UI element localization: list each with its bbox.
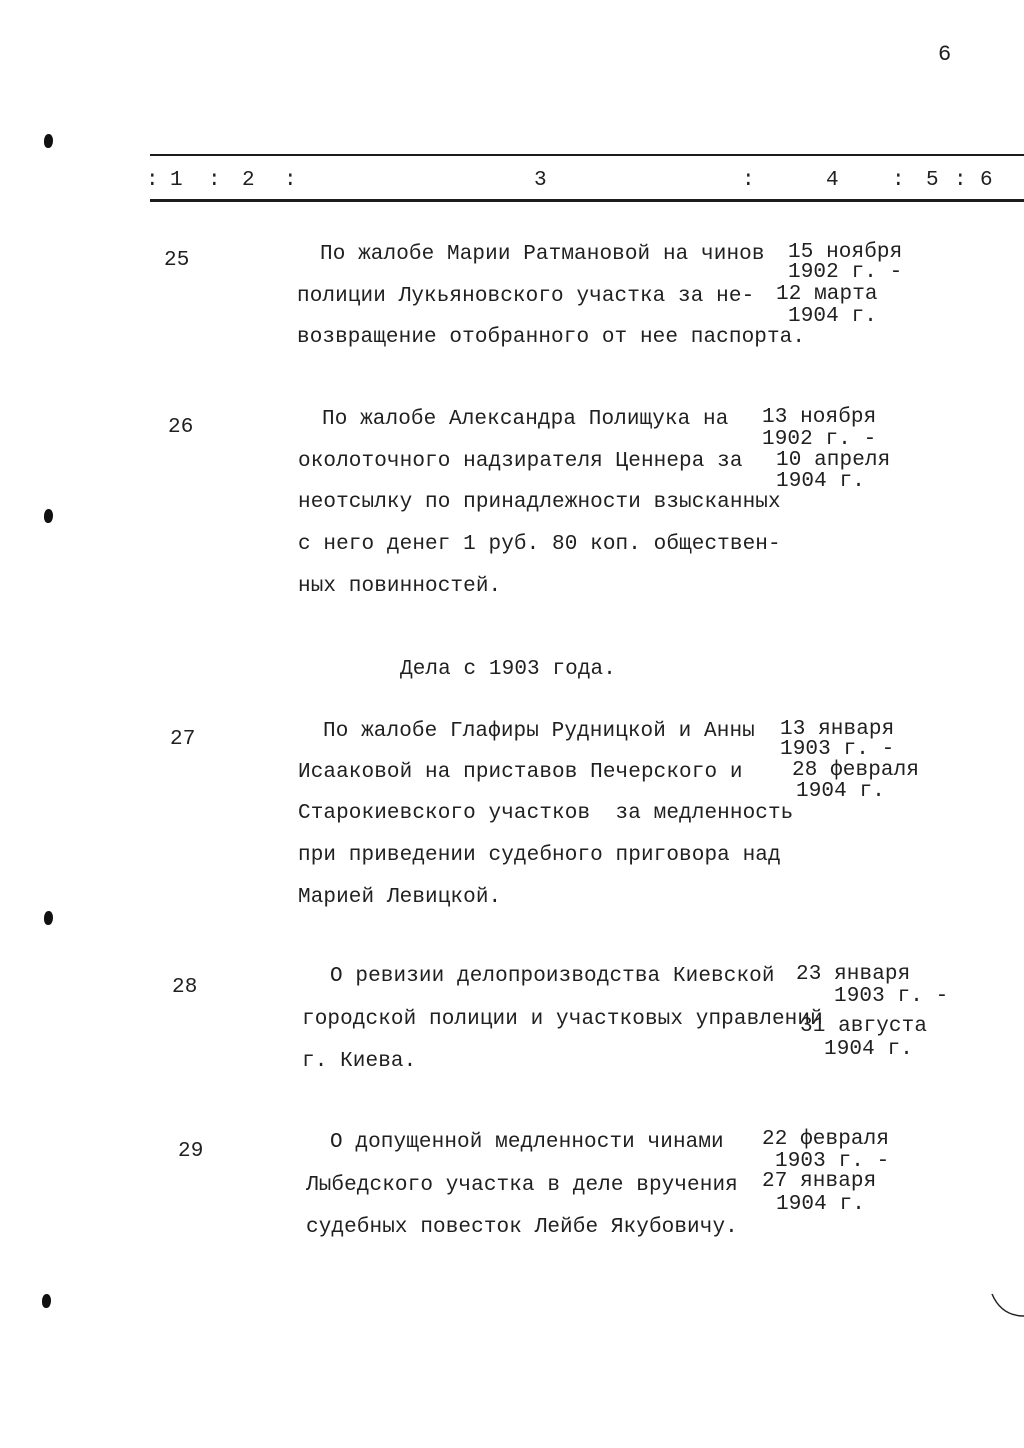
entry-description-line: околоточного надзирателя Ценнера за xyxy=(298,450,743,473)
punch-hole-mark xyxy=(44,134,53,148)
entry-date-end-year: 1904 г. xyxy=(788,305,877,328)
column-header-6: 6 xyxy=(980,169,993,192)
entry-description-line: По жалобе Глафиры Рудницкой и Анны xyxy=(323,720,755,743)
entry-date-start-day: 22 февраля xyxy=(762,1128,890,1151)
entry-description-line: Старокиевского участков за медленность xyxy=(298,802,794,825)
entry-description-line: при приведении судебного приговора над xyxy=(298,844,781,867)
column-header-1: 1 xyxy=(170,169,183,192)
header-rule-bottom xyxy=(150,199,1024,202)
entry-date-start-day: 15 ноября xyxy=(788,241,903,264)
header-rule-top xyxy=(150,154,1024,156)
entry-date-start-year: 1903 г. - xyxy=(775,1150,890,1173)
entry-date-end-day: 10 апреля xyxy=(776,449,891,472)
entry-description-line: судебных повесток Лейбе Якубовичу. xyxy=(306,1216,738,1239)
page-number: 6 xyxy=(938,42,952,67)
column-header-2: 2 xyxy=(242,169,255,192)
entry-date-start-year: 1902 г. - xyxy=(788,261,903,284)
entry-date-end-day: 31 августа xyxy=(800,1015,928,1038)
entry-date-end-day: 12 марта xyxy=(776,283,878,306)
entry-date-start-day: 23 января xyxy=(796,963,911,986)
column-separator: : xyxy=(892,169,905,192)
entry-description-line: О допущенной медленности чинами xyxy=(330,1131,724,1154)
column-separator: : xyxy=(146,169,159,192)
entry-description-line: Марией Левицкой. xyxy=(298,886,502,909)
entry-date-start-year: 1903 г. - xyxy=(834,985,949,1008)
entry-date-end-year: 1904 г. xyxy=(824,1038,913,1061)
entry-number: 29 xyxy=(178,1140,204,1163)
column-separator: : xyxy=(284,169,297,192)
entry-number: 26 xyxy=(168,416,194,439)
entry-date-end-day: 28 февраля xyxy=(792,759,920,782)
punch-hole-mark xyxy=(44,509,53,523)
entry-description-line: с него денег 1 руб. 80 коп. обществен- xyxy=(298,533,781,556)
column-separator: : xyxy=(742,169,755,192)
entry-date-end-day: 27 января xyxy=(762,1170,877,1193)
pen-stroke-mark xyxy=(990,1290,1024,1330)
entry-date-end-year: 1904 г. xyxy=(776,1193,865,1216)
punch-hole-mark xyxy=(42,1294,51,1308)
entry-description-line: возвращение отобранного от нее паспорта. xyxy=(297,326,806,349)
entry-description-line: г. Киева. xyxy=(302,1050,417,1073)
entry-date-end-year: 1904 г. xyxy=(776,470,865,493)
entry-description-line: По жалобе Александра Полищука на xyxy=(322,408,729,431)
entry-number: 25 xyxy=(164,249,190,272)
entry-description-line: По жалобе Марии Ратмановой на чинов xyxy=(320,243,765,266)
entry-date-end-year: 1904 г. xyxy=(796,780,885,803)
entry-description-line: Исааковой на приставов Печерского и xyxy=(298,761,743,784)
entry-date-start-day: 13 января xyxy=(780,718,895,741)
entry-description-line: О ревизии делопроизводства Киевской xyxy=(330,965,775,988)
column-header-5: 5 xyxy=(926,169,939,192)
entry-number: 28 xyxy=(172,976,198,999)
entry-number: 27 xyxy=(170,728,196,751)
entry-description-line: ных повинностей. xyxy=(298,575,502,598)
entry-description-line: неотсылку по принадлежности взысканных xyxy=(298,491,781,514)
entry-date-start-year: 1902 г. - xyxy=(762,428,877,451)
column-separator: : xyxy=(954,169,967,192)
entry-description-line: Лыбедского участка в деле вручения xyxy=(306,1174,738,1197)
entry-description-line: полиции Лукьяновского участка за не- xyxy=(297,285,755,308)
section-heading: Дела с 1903 года. xyxy=(400,658,616,681)
entry-date-start-year: 1903 г. - xyxy=(780,738,895,761)
column-header-3: 3 xyxy=(534,169,547,192)
punch-hole-mark xyxy=(44,911,53,925)
entry-description-line: городской полиции и участковых управлений xyxy=(302,1008,823,1031)
column-header-4: 4 xyxy=(826,169,839,192)
entry-date-start-day: 13 ноября xyxy=(762,406,877,429)
column-separator: : xyxy=(208,169,221,192)
